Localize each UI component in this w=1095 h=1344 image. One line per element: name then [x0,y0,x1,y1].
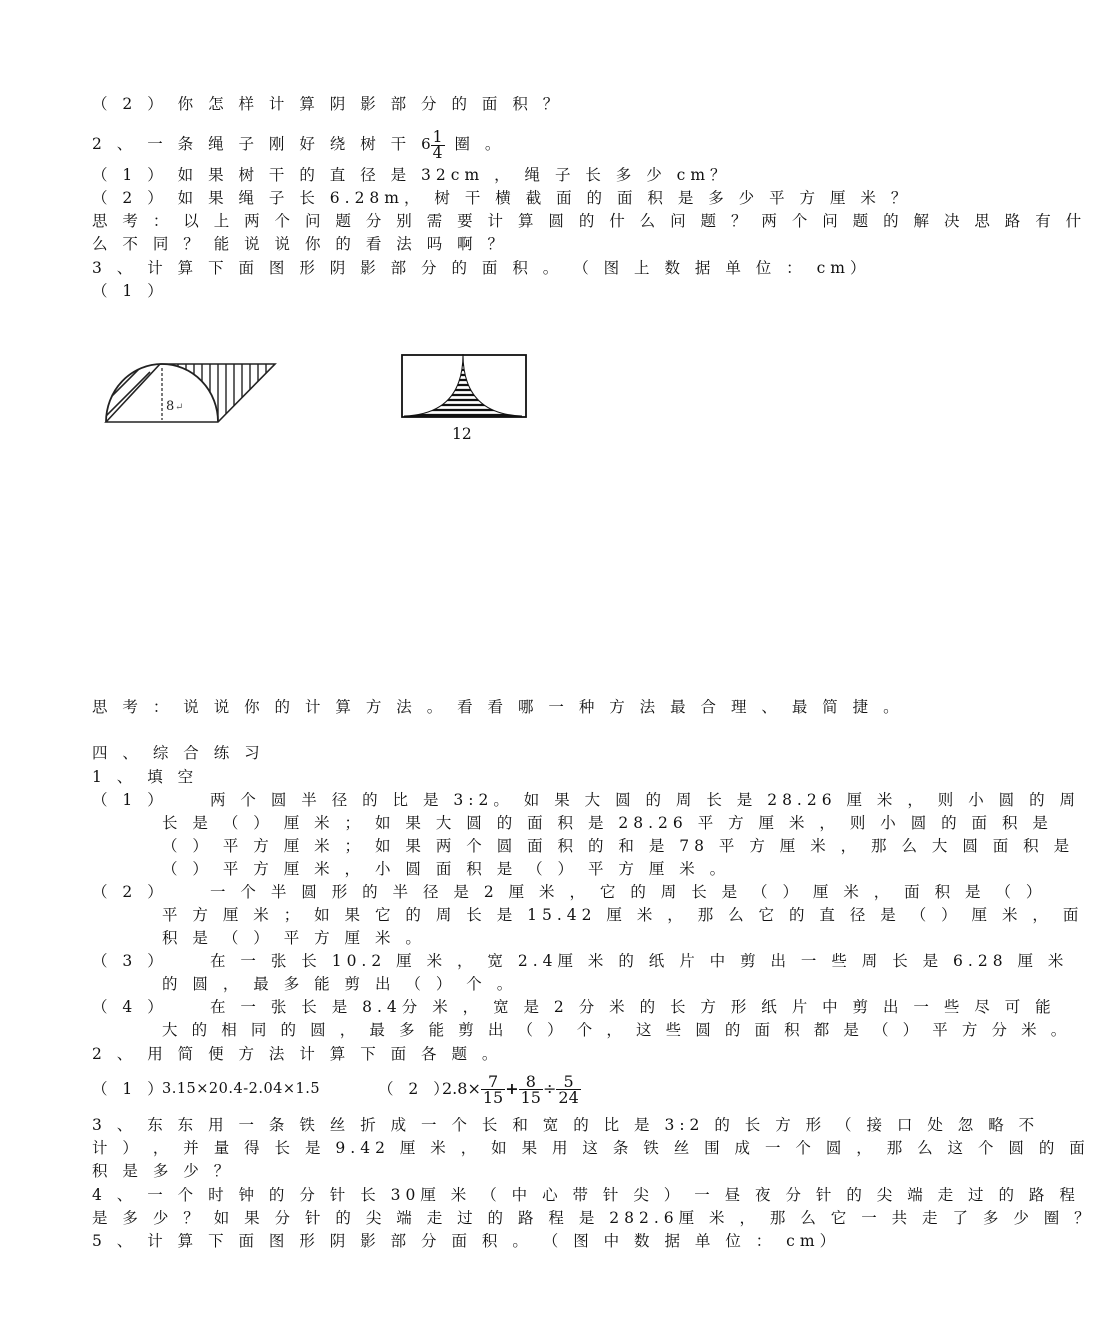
fraction [556,1074,580,1105]
text-line: 积 是 （ ） 平 方 厘 米 。 [162,929,426,947]
question-number: （ 4 ） [92,998,168,1016]
fraction [431,127,445,162]
divide-sign: ÷ [542,1079,557,1098]
text-line: 积 是 多 少 ？ [92,1162,235,1180]
text-line: （ 2 ） 你 怎 样 计 算 阴 影 部 分 的 面 积 ？ [92,95,564,113]
numerator: 5 [556,1074,580,1090]
question-number: （ 2 ） [378,1080,454,1098]
denominator: 24 [558,1088,579,1107]
text-fragment: 圈 。 [454,135,506,153]
text-line: 在 一 张 长 是 8.4分 米 ， 宽 是 2 分 米 的 长 方 形 纸 片 中 剪 出 一 些 尽 可 能 [210,998,1056,1016]
plus-sign: + [505,1079,519,1098]
text-line: 在 一 张 长 10.2 厘 米 ， 宽 2.4厘 米 的 纸 片 中 剪 出 一 些 周 长 是 6.28 厘 米 [210,952,1069,970]
text-line: 3 、 计 算 下 面 图 形 阴 影 部 分 的 面 积 。 （ 图 上 数 据 单 位 ： cm） [92,259,871,277]
denominator: 4 [432,143,443,162]
text-line: 一 个 半 圆 形 的 半 径 是 2 厘 米 ， 它 的 周 长 是 （ ） 厘 米 ， 面 积 是 （ ） [210,883,1047,901]
text-line: 2 、 用 简 便 方 法 计 算 下 面 各 题 。 [92,1045,503,1063]
denominator: 15 [482,1088,504,1107]
text-line: 的 圆 ， 最 多 能 剪 出 （ ） 个 。 [162,975,518,993]
mixed-number-whole: 6 [421,135,431,153]
question-number: （ 2 ） [92,883,168,901]
fraction [519,1074,543,1105]
text-line: 么 不 同 ？ 能 说 说 你 的 看 法 吗 啊 ？ [92,235,509,253]
text-line: （ ） 平 方 厘 米 ， 小 圆 面 积 是 （ ） 平 方 厘 米 。 [162,860,731,878]
text-line: 是 多 少 ？ 如 果 分 针 的 尖 端 走 过 的 路 程 是 282.6厘 米 ， 那 么 它 一 共 走 了 多 少 圈 ？ [92,1209,1095,1227]
math-fragment: 2.8× [442,1079,481,1098]
math-expression-fraction [442,1064,581,1114]
svg-text:↵: ↵ [175,402,184,413]
text-line: 思 考 ： 说 说 你 的 计 算 方 法 。 看 看 哪 一 种 方 法 最 合 理 、 最 简 捷 。 [92,698,904,716]
section-heading: 四 、 综 合 练 习 [92,744,265,762]
text-line: 1 、 填 空 [92,768,199,786]
figure-rectangle-concave [400,354,528,420]
text-line: 平 方 厘 米 ； 如 果 它 的 周 长 是 15.42 厘 米 ， 那 么 它 的 直 径 是 （ ） 厘 米 ， 面 [162,906,1084,924]
fraction [481,1074,505,1105]
text-line: 4 、 一 个 时 钟 的 分 针 长 30厘 米 （ 中 心 带 针 尖 ） 一 昼 夜 分 针 的 尖 端 走 过 的 路 程 [92,1186,1080,1204]
text-line: （ 2 ） 如 果 绳 子 长 6.28m， 树 干 横 截 面 的 面 积 是 多 少 平 方 厘 米 ？ [92,189,912,207]
denominator: 15 [520,1088,541,1107]
figure-label: 12 [452,425,472,443]
text-fragment: 2 、 一 条 绳 子 刚 好 绕 树 干 [92,135,412,153]
question-number: （ 1 ） [92,791,168,809]
numerator: 1 [432,127,443,146]
figure-semicircle-parallelogram [100,360,282,428]
numerator: 7 [481,1074,505,1090]
text-line: 两 个 圆 半 径 的 比 是 3:2。 如 果 大 圆 的 周 长 是 28.26 厘 米 ， 则 小 圆 的 周 [210,791,1080,809]
text-line: 长 是 （ ） 厘 米 ； 如 果 大 圆 的 面 积 是 28.26 平 方 厘 米 ， 则 小 圆 的 面 积 是 [162,814,1053,832]
text-line: 3 、 东 东 用 一 条 铁 丝 折 成 一 个 长 和 宽 的 比 是 3:2 的 长 方 形 （ 接 口 处 忽 略 不 [92,1116,1040,1134]
numerator: 8 [519,1074,543,1090]
text-line: （ ） 平 方 厘 米 ； 如 果 两 个 圆 面 积 的 和 是 78 平 方 厘 米 ， 那 么 大 圆 面 积 是 [162,837,1075,855]
text-line: 大 的 相 同 的 圆 ， 最 多 能 剪 出 （ ） 个 ， 这 些 圆 的 面 积 都 是 （ ） 平 方 分 米 。 [162,1021,1071,1039]
text-line: （ 1 ） 如 果 树 干 的 直 径 是 32cm ， 绳 子 长 多 少 cm？ [92,166,731,184]
text-line-fraction [92,124,505,164]
question-number: （ 1 ） [92,1080,168,1098]
text-line: 思 考 ： 以 上 两 个 问 题 分 别 需 要 计 算 圆 的 什 么 问 题 ？ 两 个 问 题 的 解 决 思 路 有 什 [92,212,1087,230]
text-line: 计 ） ， 并 量 得 长 是 9.42 厘 米 ， 如 果 用 这 条 铁 丝 围 成 一 个 圆 ， 那 么 这 个 圆 的 面 [92,1139,1090,1157]
math-expression: 3.15×20.4-2.04×1.5 [162,1081,321,1097]
figure-label: 8 [166,399,175,414]
text-line: （ 1 ） [92,282,168,300]
question-number: （ 3 ） [92,952,168,970]
text-line: 5 、 计 算 下 面 图 形 阴 影 部 分 面 积 。 （ 图 中 数 据 单 位 ： cm） [92,1232,841,1250]
